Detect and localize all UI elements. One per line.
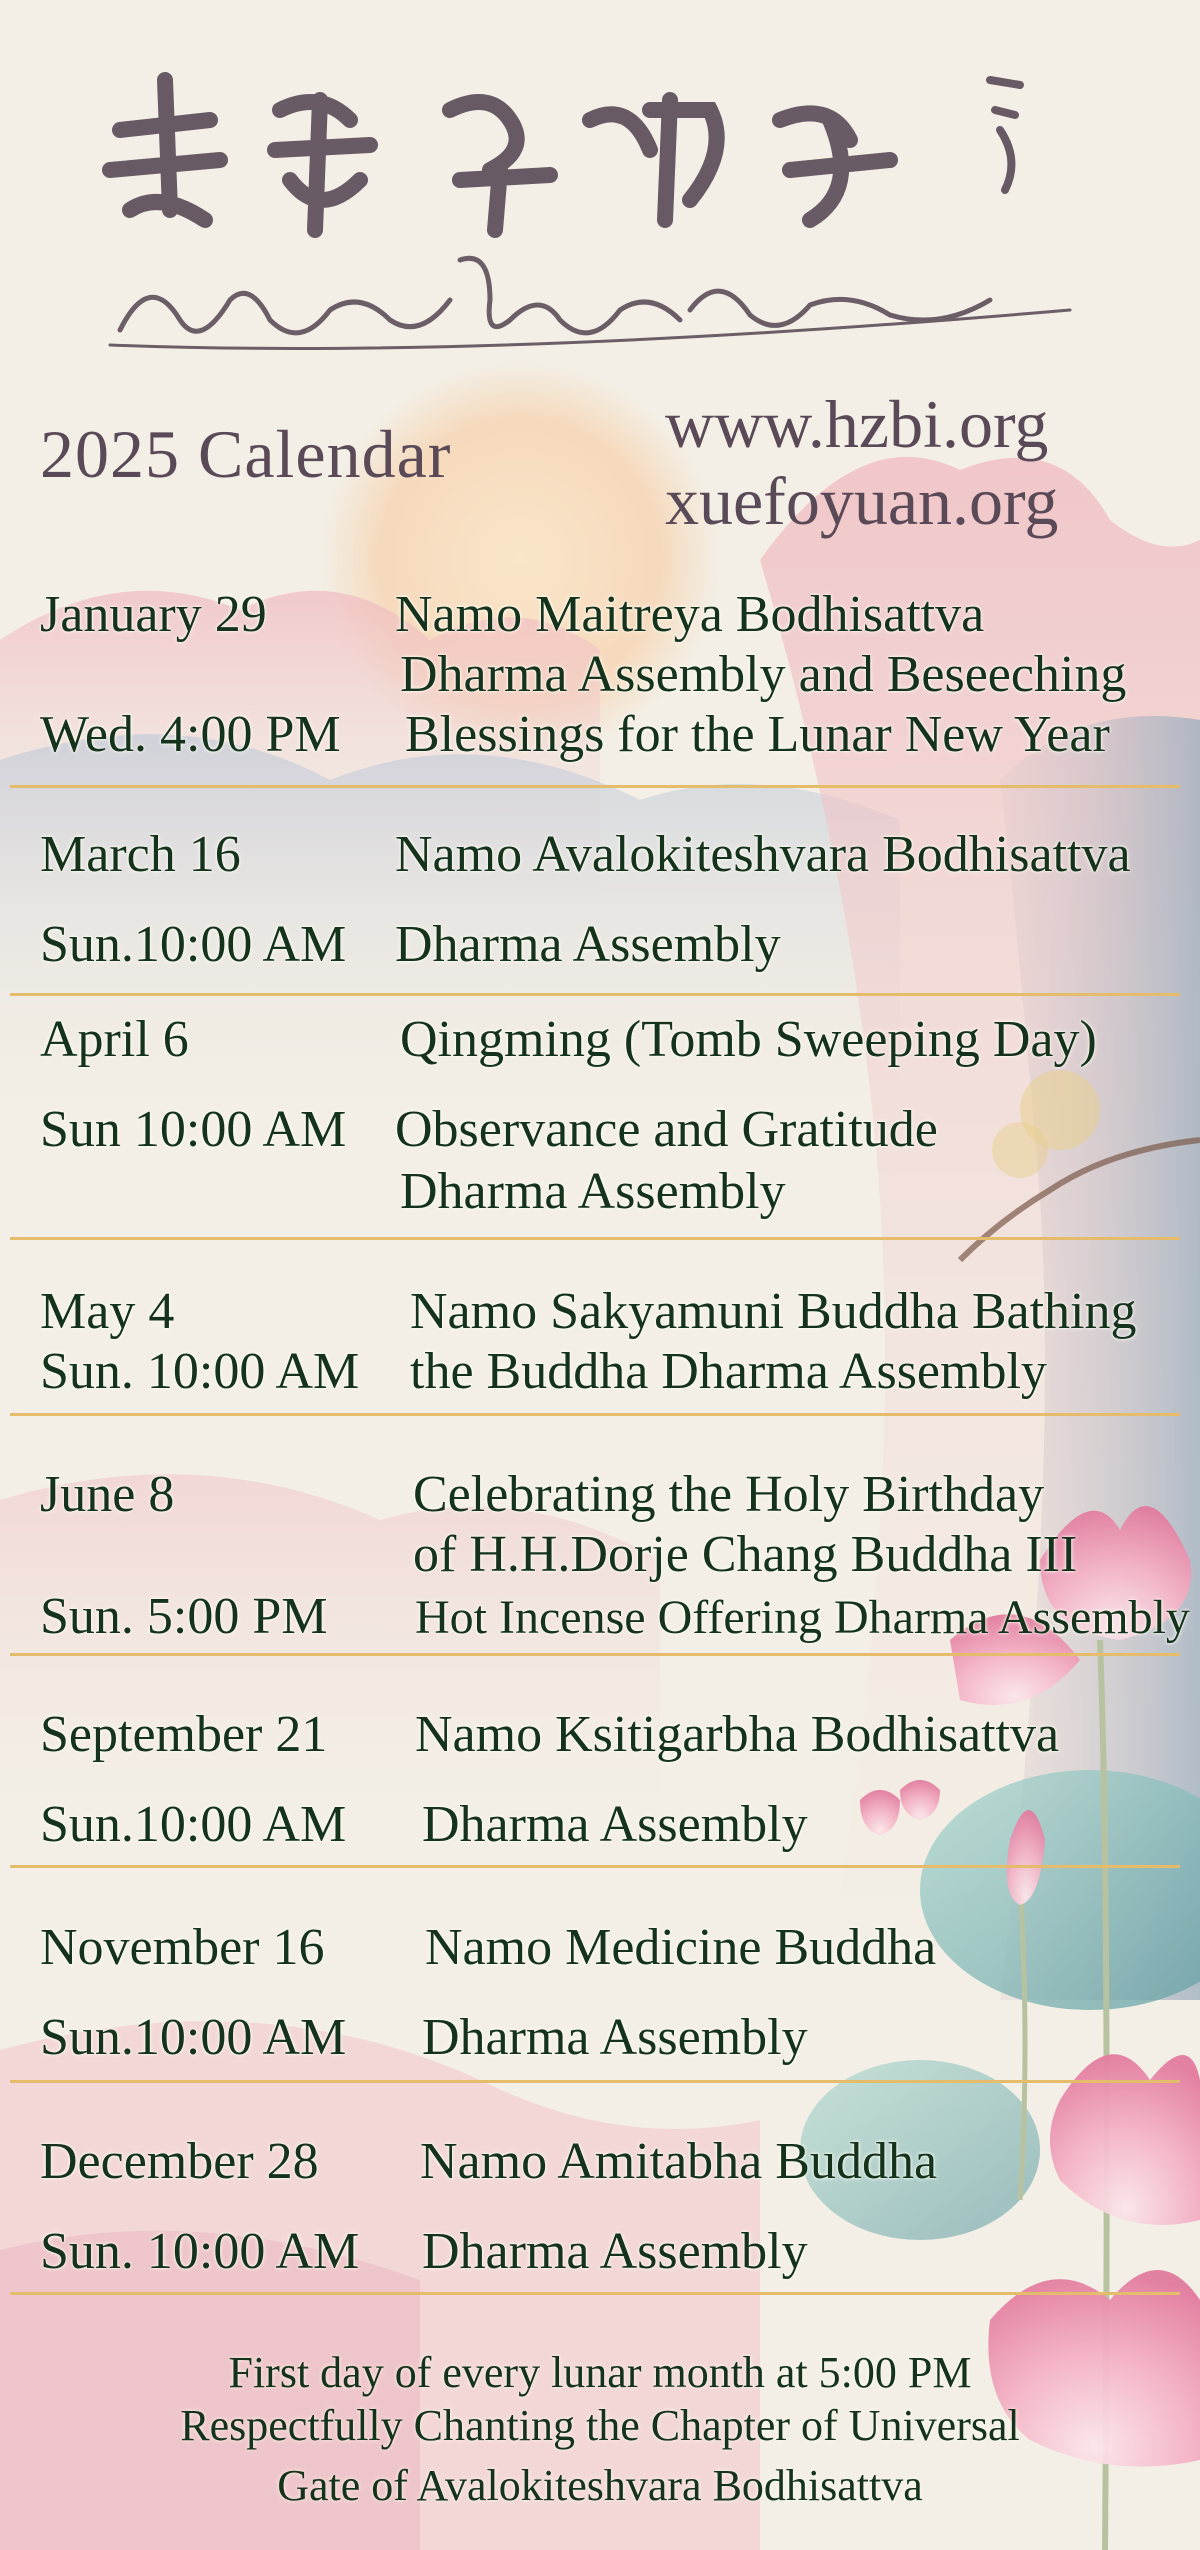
event-time: Sun.10:00 AM	[40, 1796, 347, 1853]
event-time: Sun. 5:00 PM	[40, 1588, 328, 1645]
event-time: Sun. 10:00 AM	[40, 2223, 360, 2280]
event-title-line: Namo Amitabha Buddha	[420, 2133, 938, 2190]
footer-note-line: Respectfully Chanting the Chapter of Universal	[180, 2401, 1020, 2450]
event-date: September 21	[40, 1706, 328, 1763]
event-title-line: Dharma Assembly and Beseeching	[400, 646, 1127, 703]
event-time: Sun 10:00 AM	[40, 1101, 347, 1158]
event-title-line: Qingming (Tomb Sweeping Day)	[400, 1011, 1097, 1068]
event-date: March 16	[40, 826, 241, 883]
event-title-line: Hot Incense Offering Dharma Assembly	[415, 1591, 1190, 1644]
event-title-line: Namo Avalokiteshvara Bodhisattva	[395, 826, 1131, 883]
event-title-line: the Buddha Dharma Assembly	[410, 1343, 1047, 1400]
event-time: Sun. 10:00 AM	[40, 1343, 360, 1400]
event-title-line: Dharma Assembly	[395, 916, 781, 973]
event-time: Sun.10:00 AM	[40, 916, 347, 973]
event-title-line: Blessings for the Lunar New Year	[405, 706, 1110, 763]
event-title-line: of H.H.Dorje Chang Buddha III	[413, 1526, 1078, 1583]
event-date: December 28	[40, 2133, 319, 2190]
event-title-line: Dharma Assembly	[422, 2223, 808, 2280]
website-link-xuefoyuan[interactable]: xuefoyuan.org	[665, 463, 1059, 539]
calendar-title: 2025 Calendar	[40, 416, 452, 492]
event-time: Wed. 4:00 PM	[40, 706, 341, 763]
event-date: April 6	[40, 1011, 189, 1068]
event-time: Sun.10:00 AM	[40, 2009, 347, 2066]
event-date: November 16	[40, 1919, 325, 1976]
event-title-line: Dharma Assembly	[422, 1796, 808, 1853]
event-date: June 8	[40, 1466, 175, 1523]
event-title-line: Celebrating the Holy Birthday	[413, 1466, 1045, 1523]
event-title-line: Observance and Gratitude	[395, 1101, 938, 1158]
event-date: May 4	[40, 1283, 175, 1340]
event-title-line: Namo Sakyamuni Buddha Bathing	[410, 1283, 1137, 1340]
event-title-line: Dharma Assembly	[422, 2009, 808, 2066]
website-link-hzbi[interactable]: www.hzbi.org	[665, 386, 1049, 462]
event-title-line: Namo Maitreya Bodhisattva	[395, 586, 985, 643]
footer-note-line: First day of every lunar month at 5:00 PM	[228, 2348, 972, 2397]
divider-line	[10, 2292, 1180, 2295]
event-title-line: Dharma Assembly	[400, 1163, 786, 1220]
event-title-line: Namo Medicine Buddha	[425, 1919, 937, 1976]
event-date: January 29	[40, 586, 267, 643]
event-title-line: Namo Ksitigarbha Bodhisattva	[415, 1706, 1060, 1763]
footer-note-line: Gate of Avalokiteshvara Bodhisattva	[277, 2461, 923, 2510]
